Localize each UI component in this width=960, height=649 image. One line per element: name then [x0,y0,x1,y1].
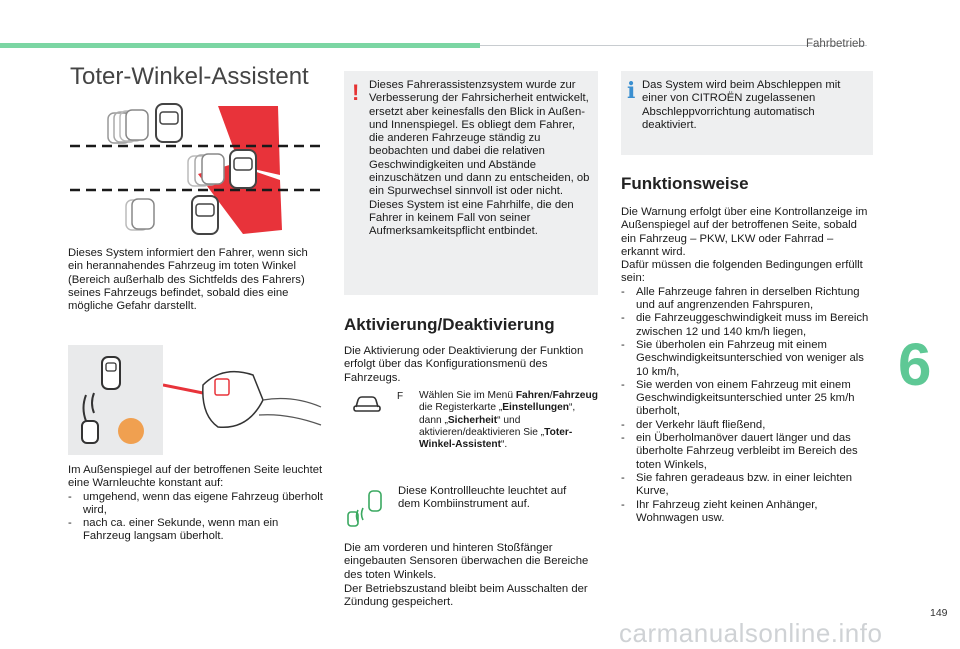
list-item: - Sie überholen ein Fahrzeug mit einem Geschwindigkeitsunterschied von weniger als 10 km/h, [621,339,873,379]
step-arrow: F [397,391,404,402]
sensors-text: Die am vorderen und hinteren Stoßfänger eingebauten Sensoren überwachen die Bereiche des toten Winkels. [344,542,589,581]
conditions-list [621,286,873,525]
info-text: Das System wird beim Abschleppen mit einer von CITROËN zugelassenen Abschleppvorrichtung automatisch deaktiviert. [642,79,841,131]
memory-text: Der Betriebszustand bleibt beim Ausschalten der Zündung gespeichert. [344,583,588,609]
blind-spot-indicator-icon [345,488,387,528]
list-item: - nach ca. einer Sekunde, wenn man ein Fahrzeug langsam überholt. [68,517,323,544]
list-item: - ein Überholmanöver dauert länger und das überholte Fahrzeug verbleibt im Bereich des toten Winkels, [621,432,873,472]
mirror-light-text [68,464,323,544]
page-number: 149 [930,607,948,619]
function-text [621,206,873,525]
chapter-number: 6 [898,331,932,398]
list-item: - der Verkehr läuft fließend, [621,419,873,432]
mirror-light-list [68,491,323,544]
car-following-icon [126,196,218,234]
list-item: - Alle Fahrzeuge fahren in derselben Richtung und auf angrenzenden Fahrspuren, [621,286,873,313]
step-instruction: Wählen Sie im Menü Fahren/Fahrzeug die Registerkarte „Einstellungen“, dann „Sicherheit“ und aktivieren/deaktivieren Sie „Toter-Winkel-Assistent“. [419,390,598,451]
list-item: - die Fahrzeuggeschwindigkeit muss im Bereich zwischen 12 und 140 km/h liegen, [621,312,873,339]
header-accent-bar [0,43,480,48]
warning-text: Dieses Fahrerassistenzsystem wurde zur Verbesserung der Fahrsicherheit entwickelt, ersetzt aber keinesfalls den Blick in Außen- und Innenspiegel. Es obliegt dem Fahrer, die anderen Fahrzeuge ständig zu beobachten und dabei die relativen Geschwindigkeiten und Abstände einzuschätzen und dann zu entscheiden, ob ein Spurwechsel sinnvoll ist oder nicht. Dieses System ist eine Fahrhilfe, die den Fahrer in keinem Fall von seiner Aufmerksamkeitspflicht entbindet. [369,79,590,238]
list-item: - Ihr Fahrzeug zieht keinen Anhänger, Wohnwagen usw. [621,499,873,526]
page-title: Toter-Winkel-Assistent [70,63,309,90]
info-icon: i [627,78,636,104]
activation-heading: Aktivierung/Deaktivierung [344,315,555,334]
car-own-icon [188,150,256,188]
side-mirror-icon [163,345,323,455]
car-overtaking-icon [108,104,182,143]
function-heading: Funktionsweise [621,174,749,193]
indicator-text: Diese Kontrollleuchte leuchtet auf dem Kombiinstrument auf. [398,485,567,511]
watermark: carmanualsonline.info [619,618,883,648]
section-title: Fahrbetrieb [806,38,865,50]
blind-spot-illustration [68,100,323,240]
warning-icon: ! [352,80,360,105]
mirror-light-intro: Im Außenspiegel auf der betroffenen Seite leuchtet eine Warnleuchte konstant auf: [68,464,323,490]
activation-text: Die Aktivierung oder Deaktivierung der Funktion erfolgt über das Konfigurationsmenü des Fahrzeugs. [344,345,584,384]
car-menu-icon [352,393,382,415]
conditions-intro: Dafür müssen die folgenden Bedingungen erfüllt sein: [621,259,863,285]
list-item: - umgehend, wenn das eigene Fahrzeug überholt wird, [68,491,323,518]
intro-text: Dieses System informiert den Fahrer, wenn sich ein herannahendes Fahrzeug im toten Winkel (Bereich außerhalb des Sichtfelds des Fahrers) seines Fahrzeugs befindet, sobald dies eine mögliche Gefahr darstellt. [68,247,308,313]
list-item: - Sie werden von einem Fahrzeug mit einem Geschwindigkeitsunterschied unter 25 km/h überholt, [621,379,873,419]
mirror-indicator-diagram [68,345,163,455]
list-item: - Sie fahren geradeaus bzw. in einer leichten Kurve, [621,472,873,499]
function-intro: Die Warnung erfolgt über eine Kontrollanzeige im Außenspiegel auf der betroffenen Seite, sobald ein Fahrzeug – PKW, LKW oder Fahrrad – erkannt wird. [621,206,868,258]
